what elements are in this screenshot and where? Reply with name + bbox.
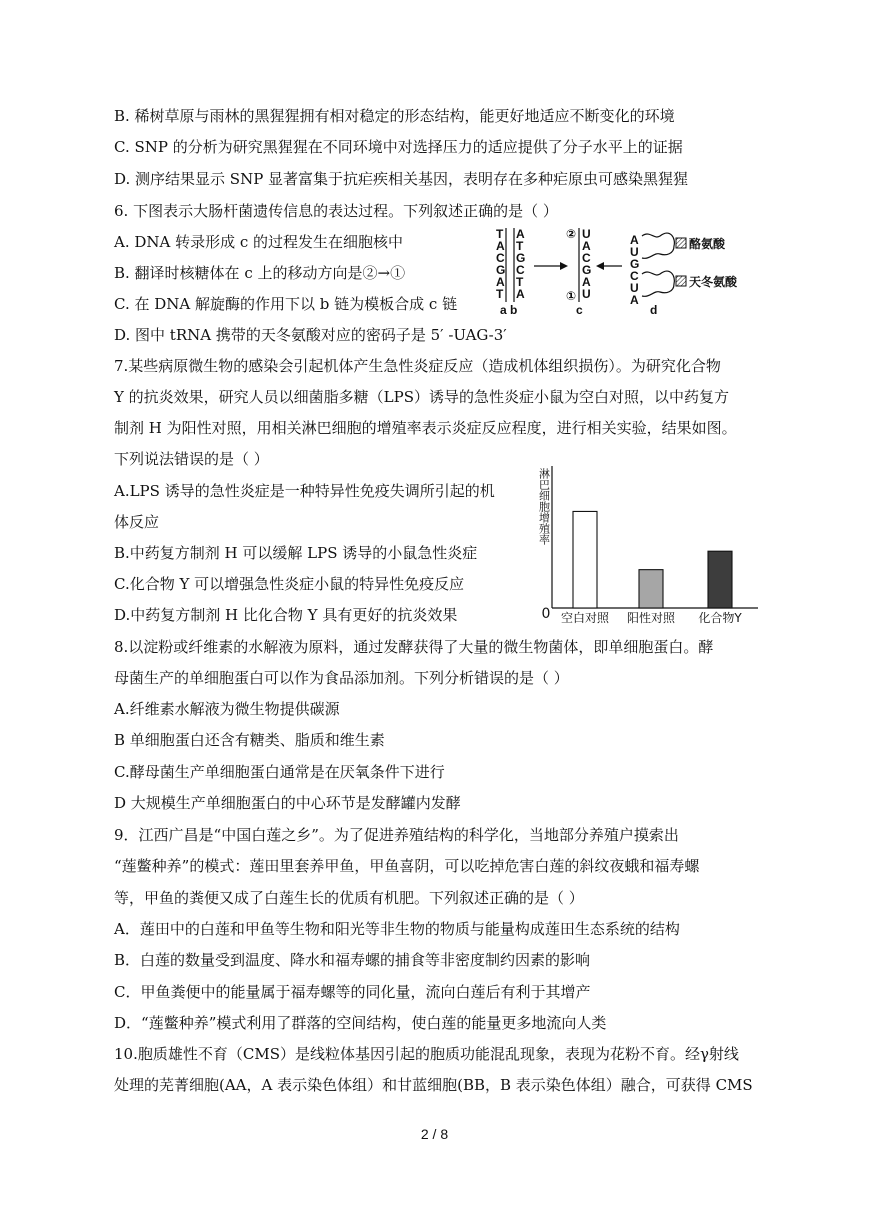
strand-c-base: U — [582, 287, 591, 301]
q6-option-d: D. 图中 tRNA 携带的天冬氨酸对应的密码子是 5′ -UAG-3′ — [114, 326, 507, 344]
proliferation-bar-chart — [530, 460, 770, 630]
question-8-stem-2: 母菌生产的单细胞蛋白可以作为食品添加剂。下列分析错误的是（ ） — [114, 669, 569, 687]
q6-option-a: A. DNA 转录形成 c 的过程发生在细胞核中 — [114, 233, 404, 251]
question-7-stem-1: 7.某些病原微生物的感染会引起机体产生急性炎症反应（造成机体组织损伤）。为研究化合物 — [114, 357, 721, 375]
q7-option-b: B.中药复方制剂 H 可以缓解 LPS 诱导的小鼠急性炎症 — [114, 544, 478, 562]
amino-acid-label-2: 天冬氨酸 — [689, 275, 738, 289]
question-10-stem-2: 处理的芜菁细胞(AA，A 表示染色体组）和甘蓝细胞(BB，B 表示染色体组）融合，可获得 CMS — [114, 1076, 753, 1094]
question-9-stem-2: “莲鳖种养”的模式：莲田里套养甲鱼，甲鱼喜阴，可以吃掉危害白莲的斜纹夜蛾和福寿螺 — [114, 857, 700, 875]
strand-a-base: T — [496, 227, 504, 241]
strand-a-base: G — [496, 263, 506, 277]
mark-1: ① — [566, 289, 577, 303]
strand-a-base: A — [496, 239, 505, 253]
strand-c-base: A — [582, 275, 591, 289]
strand-b-base: A — [516, 287, 525, 301]
q7-option-a-2: 体反应 — [114, 513, 160, 531]
amino-acid-box — [676, 238, 686, 248]
line-d-sequencing: D. 测序结果显示 SNP 显著富集于抗疟疾相关基因，表明存在多种疟原虫可感染黑猩猩 — [114, 170, 689, 188]
bar — [573, 511, 597, 608]
q8-option-a: A.纤维素水解液为微生物提供碳源 — [114, 700, 340, 718]
q7-option-c: C.化合物 Y 可以增强急性炎症小鼠的特异性免疫反应 — [114, 575, 465, 593]
question-10-stem-1: 10.胞质雄性不育（CMS）是线粒体基因引起的胞质功能混乱现象，表现为花粉不育。经γ射线 — [114, 1045, 739, 1063]
strand-c-base: U — [582, 227, 591, 241]
bar — [708, 551, 732, 608]
mark-2: ② — [566, 227, 577, 241]
strand-b-base: T — [516, 239, 524, 253]
label-b: b — [510, 303, 518, 317]
x-tick-label: 阳性对照 — [626, 611, 676, 625]
question-8-stem-1: 8.以淀粉或纤维素的水解液为原料，通过发酵获得了大量的微生物菌体，即单细胞蛋白。酵 — [114, 638, 714, 656]
amino-acid-box — [676, 276, 686, 286]
question-9-stem-1: 9．江西广昌是“中国白莲之乡”。为了促进养殖结构的科学化，当地部分养殖户摸索出 — [114, 826, 679, 844]
trna-base: A — [630, 233, 639, 247]
trna-2-shape — [642, 271, 674, 296]
question-6-stem: 6. 下图表示大肠杆菌遗传信息的表达过程。下列叙述正确的是（ ） — [114, 202, 558, 220]
amino-acid-label-1: 酪氨酸 — [689, 237, 726, 251]
line-c-snp: C. SNP 的分析为研究黑猩猩在不同环境中对选择压力的适应提供了分子水平上的证据 — [114, 138, 683, 156]
x-tick-label: 化合物Y — [698, 611, 742, 625]
strand-b-base: A — [516, 227, 525, 241]
strand-a-base: C — [496, 251, 505, 265]
x-tick-label: 空白对照 — [560, 611, 610, 625]
question-7-stem-3: 制剂 H 为阳性对照，用相关淋巴细胞的增殖率表示炎症反应程度，进行相关实验，结果如图。 — [114, 419, 737, 437]
line-b-savanna: B. 稀树草原与雨林的黑猩猩拥有相对稳定的形态结构，能更好地适应不断变化的环境 — [114, 107, 675, 125]
strand-a-base: T — [496, 287, 504, 301]
bar — [639, 570, 663, 608]
arrow-head-icon — [560, 262, 568, 270]
q9-option-c: C．甲鱼粪便中的能量属于福寿螺等的同化量，流向白莲后有利于其增产 — [114, 983, 591, 1001]
q9-option-d: D．“莲鳖种养”模式利用了群落的空间结构，使白莲的能量更多地流向人类 — [114, 1014, 607, 1032]
question-7-stem-2: Y 的抗炎效果，研究人员以细菌脂多糖（LPS）诱导的急性炎症小鼠为空白对照，以中药复方 — [114, 388, 730, 406]
strand-c-base: A — [582, 239, 591, 253]
strand-c-base: C — [582, 251, 591, 265]
label-a: a — [500, 303, 507, 317]
q9-option-a: A．莲田中的白莲和甲鱼等生物和阳光等非生物的物质与能量构成莲田生态系统的结构 — [114, 920, 680, 938]
q9-option-b: B．白莲的数量受到温度、降水和福寿螺的捕食等非密度制约因素的影响 — [114, 951, 591, 969]
q8-option-b: B 单细胞蛋白还含有糖类、脂质和维生素 — [114, 731, 385, 749]
question-9-stem-3: 等，甲鱼的粪便又成了白莲生长的优质有机肥。下列叙述正确的是（ ） — [114, 889, 584, 907]
trna-base: A — [630, 293, 639, 307]
trna-1-shape — [642, 233, 674, 258]
y-axis-label: 淋巴细胞增殖率 — [537, 468, 551, 545]
question-7-stem-4: 下列说法错误的是（ ） — [114, 450, 269, 468]
q8-option-c: C.酵母菌生产单细胞蛋白通常是在厌氧条件下进行 — [114, 763, 445, 781]
arrow-head-icon — [596, 262, 604, 270]
q7-option-d: D.中药复方制剂 H 比化合物 Y 具有更好的抗炎效果 — [114, 606, 458, 624]
label-d: d — [650, 303, 658, 317]
q8-option-d: D 大规模生产单细胞蛋白的中心环节是发酵罐内发酵 — [114, 794, 461, 812]
strand-b-base: G — [516, 251, 526, 265]
trna-base: U — [630, 281, 639, 295]
label-c: c — [576, 303, 583, 317]
gene-expression-figure — [488, 224, 763, 320]
q6-option-b: B. 翻译时核糖体在 c 上的移动方向是②→① — [114, 264, 406, 282]
trna-base: C — [630, 269, 639, 283]
strand-b-base: T — [516, 275, 524, 289]
trna-base: U — [630, 245, 639, 259]
trna-base: G — [630, 257, 640, 271]
strand-c-base: G — [582, 263, 592, 277]
strand-a-base: A — [496, 275, 505, 289]
page-number: 2 / 8 — [420, 1126, 449, 1142]
strand-b-base: C — [516, 263, 525, 277]
axis-origin-label: 0 — [541, 606, 551, 622]
q7-option-a-1: A.LPS 诱导的急性炎症是一种特异性免疫失调所引起的机 — [114, 482, 495, 500]
q6-option-c: C. 在 DNA 解旋酶的作用下以 b 链为模板合成 c 链 — [114, 295, 458, 313]
